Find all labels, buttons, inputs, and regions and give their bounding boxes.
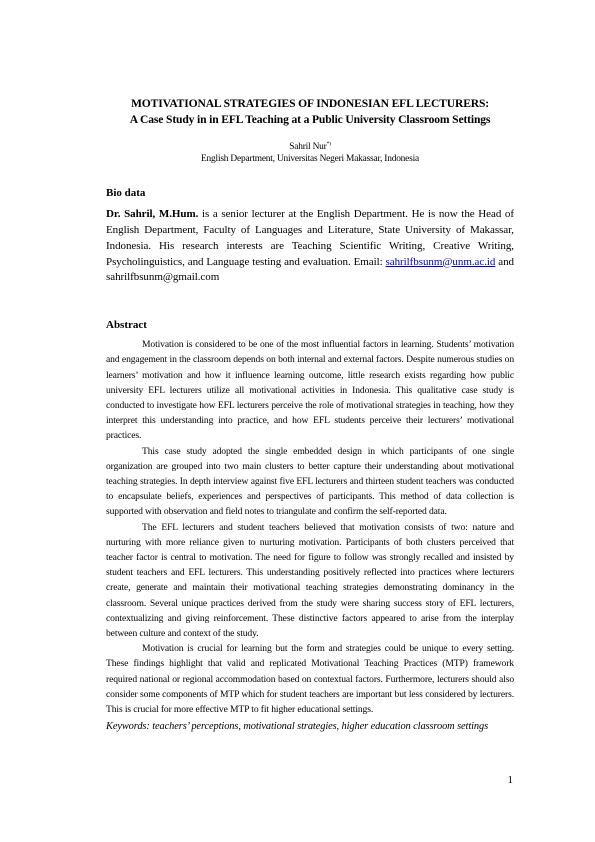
author-name: Sahril Nur*) [289, 141, 331, 153]
bio-text: is a senior lecturer at the English Department. He is now the Head of English Department, Faculty of Languages and Literature, State University of Makassar, Indonesia. His research interests are Teaching Scientific Writing, Creative Writing, Psycholinguistics, and Language testing and evaluation. Email: [106, 208, 514, 268]
abstract-paragraph: The EFL lecturers and student teachers believed that motivation consists of two: nature and nurturing with more reliance given to nurturing motivation. Participants of both clusters perceived that teacher factor is central to motivation. The need for figure to follow was strongly recalled and insisted by student teachers and EFL lecturers. This understanding positively reflected into practices where lecturers create, generate and maintain their motivational teaching strategies demonstrating dominancy in the classroom. Several unique practices derived from the study were sharing success story of EFL lecturers, contextualizing and giving reinforcement. These distinctive factors appeared to arise from the interplay between culture and context of the study. [106, 521, 514, 639]
author-affiliation: English Department, Universitas Negeri Makassar, Indonesia [201, 154, 419, 165]
abstract-paragraph: Motivation is considered to be one of the most influential factors in learning. Students’ motivation and engagement in the classroom depends on both internal and external factors. Despite numerous studies on learners’ motivation and how it influence learning outcome, little research exists regarding how public university EFL lecturers utilize all motivational activities in Indonesia. This qualitative case study is conducted to investigate how EFL lecturers perceive the role of motivational strategies in teaching, how they interpret this understanding into practice, and how EFL students perceive their lecturers’ motivational practices. [106, 339, 514, 442]
abstract-body [106, 337, 514, 717]
email-link[interactable]: sahrilfbsunm@unm.ac.id [385, 255, 496, 268]
keywords: Keywords: teachers’ perceptions, motivational strategies, higher education classroom settings [106, 721, 489, 733]
bio-name: Dr. Sahril, M.Hum. [106, 208, 199, 221]
email-connector: and [495, 255, 514, 268]
paper-title [106, 96, 514, 128]
abstract-paragraph: Motivation is crucial for learning but the form and strategies could be unique to every setting. These findings highlight that valid and replicated Motivational Teaching Practices (MTP) framework required national or regional accommodation based on contextual factors. Furthermore, lecturers should also consider some components of MTP which for student teachers are important but less considered by lecturers. This is crucial for more effective MTP to fit higher educational settings. [106, 643, 514, 715]
bio-paragraph [106, 207, 514, 286]
abstract-paragraph: This case study adopted the single embedded design in which participants of one single organization are grouped into two main clusters to better capture their understanding about motivational teaching strategies. In depth interview against five EFL lecturers and thirteen student teachers was conducted to encapsulate beliefs, experiences and perspectives of participants. This method of data collection is supported with observation and field notes to triangulate and confirm the self-reported data. [106, 445, 514, 518]
author-marker: *) [326, 141, 331, 147]
page-number: 1 [507, 774, 513, 786]
title-line-1: MOTIVATIONAL STRATEGIES OF INDONESIAN EFL LECTURERS: [130, 97, 490, 110]
title-line-2: A Case Study in in EFL Teaching at a Public University Classroom Settings [129, 113, 491, 126]
email-secondary: sahrilfbsunm@gmail.com [106, 271, 220, 284]
bio-heading: Bio data [106, 187, 146, 200]
abstract-heading: Abstract [106, 319, 147, 332]
paper-page [106, 96, 514, 732]
author-block [106, 138, 514, 165]
